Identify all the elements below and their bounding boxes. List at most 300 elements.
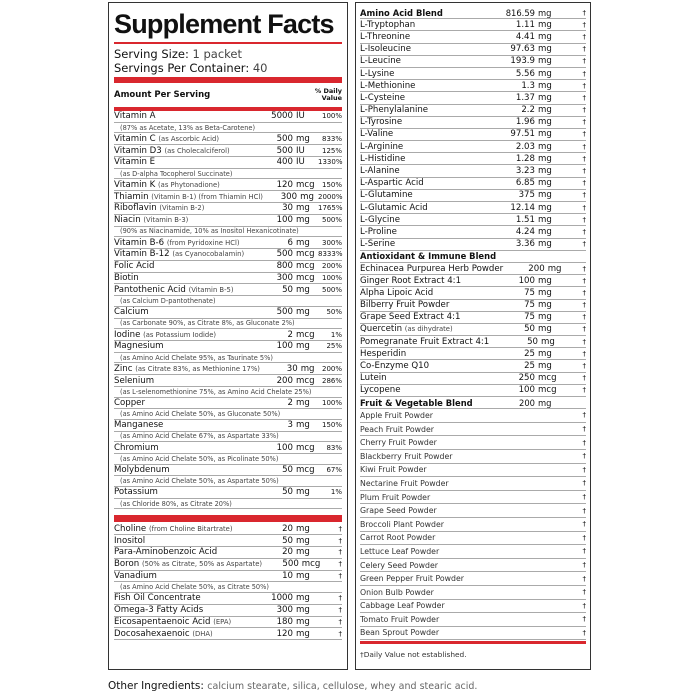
nutrient-name-text: Calcium [114,307,149,318]
nutrient-name-text: Lettuce Leaf Powder [360,546,440,556]
nutrient-amount: 500 [276,133,293,144]
nutrient-name [114,443,251,453]
nutrient-name [114,192,263,202]
nutrient-row [114,249,342,261]
nutrient-row [114,487,342,499]
nutrient-amount: 2.2 [521,105,535,116]
nutrient-unit: mcg [296,442,315,453]
nutrient-amount: 5.56 [515,68,535,79]
nutrient-amount: 50 [282,535,293,546]
daily-value: † [582,452,586,461]
blend-ingredient-row [360,559,586,573]
nutrient-row [360,385,586,397]
nutrient-name [360,547,560,556]
daily-value: † [582,337,586,346]
nutrient-amount: 3 [287,420,293,431]
nutrient-row [114,329,342,341]
nutrient-amount: 50 [527,336,539,347]
nutrient-source: (50% as Citrate, 50% as Aspartate) [141,560,263,569]
nutrient-name [114,341,251,351]
blend-ingredient-row [360,423,586,437]
nutrient-amount: 3.36 [515,239,535,250]
nutrient-row [114,398,342,410]
nutrient-amount: 300 [276,272,293,283]
nutrient-row [114,523,342,535]
nutrient-row [360,324,586,336]
nutrient-amount: 1.28 [515,153,535,164]
nutrient-unit: mg [547,263,562,274]
nutrient-name-text: Manganese [114,420,164,431]
daily-value: † [582,142,586,151]
nutrient-unit: mg [300,363,315,374]
nutrient-name-text: Quercetin [360,324,403,335]
nutrient-row [114,157,342,169]
nutrient-name [114,465,251,475]
nutrient-amount: 375 [518,190,535,201]
source-note: (as Amino Acid Chelate 50%, as Citrate 50%) [114,582,342,593]
nutrient-name [360,166,483,176]
nutrient-row [360,178,586,190]
nutrient-source: (from Choline Bitartrate) [148,524,233,533]
blend-ingredient-row [360,436,586,450]
nutrient-unit: mg [538,129,552,140]
nutrient-amount: 6 [287,237,293,248]
nutrient-row [360,287,586,299]
nutrient-name [360,93,483,103]
nutrient-row [360,202,586,214]
nutrient-source: (as Potassium Iodide) [143,330,217,339]
daily-value: † [582,215,586,224]
blend-ingredient-row [360,586,586,600]
nutrient-row [360,373,586,385]
nutrient-name [114,111,251,121]
nutrient-row [114,341,342,353]
blend-ingredient-row [360,409,586,423]
daily-value: † [582,628,586,637]
daily-value: † [582,20,586,29]
nutrient-name-text: Folic Acid [114,261,155,272]
daily-value: 200% [322,364,343,373]
nutrient-name [360,276,483,286]
daily-value: 200% [321,262,342,271]
nutrient-row [360,165,586,177]
serving-size [114,47,342,61]
nutrient-name [114,571,251,581]
nutrient-name [114,605,251,615]
footnote-rule [360,641,586,644]
servings-value: 40 [252,61,268,75]
daily-value: 2000% [318,192,343,201]
nutrient-amount: 5000 [271,111,293,122]
nutrient-unit: mg [538,190,552,201]
nutrient-name-text: L-Arginine [360,141,404,152]
nutrient-name [360,615,560,624]
nutrient-name [114,524,251,534]
nutrient-row [114,559,342,571]
nutrient-name [114,203,251,213]
nutrient-row [114,191,342,203]
nutrient-name-text: L-Tryptophan [360,19,416,30]
nutrient-name-text: L-Serine [360,239,396,250]
nutrient-name [360,385,483,395]
nutrient-amount: 1.96 [515,117,535,128]
nutrient-name-text: Eicosapentaenoic Acid [114,617,211,628]
nutrient-name [360,20,483,30]
daily-value: 300% [321,238,342,247]
nutrient-name-text: Lutein [360,373,387,384]
nutrient-row [114,203,342,215]
blend-ingredient-row [360,518,586,532]
right-panel [355,2,591,670]
nutrient-name-text: Fruit & Vegetable Blend [360,397,473,408]
nutrient-row [360,312,586,324]
nutrient-row [114,111,342,123]
nutrient-name [360,493,560,502]
nutrient-name-text: Kiwi Fruit Powder [360,465,427,475]
nutrient-name [114,157,251,167]
dv-line2: Value [321,94,342,102]
nutrient-unit: mg [538,202,552,213]
nutrient-row [114,465,342,477]
serving-size-value: 1 packet [192,47,242,61]
nutrient-row [114,628,342,640]
blend-ingredient-row [360,464,586,478]
daily-value: 50% [326,308,342,317]
nutrient-name-text: Celery Seed Powder [360,560,438,570]
nutrient-name [360,588,560,597]
nutrient-name-text: Co-Enzyme Q10 [360,361,430,372]
nutrient-name-text: Lycopene [360,385,401,396]
nutrient-row [114,261,342,273]
nutrient-name-text: Vitamin B-12 [114,249,170,260]
nutrient-amount: 300 [276,605,293,616]
nutrient-row [114,237,342,249]
nutrient-name-text: L-Alanine [360,166,400,177]
nutrient-row [360,19,586,31]
nutrient-name-text: Vitamin K [114,179,156,190]
nutrient-row [360,275,586,287]
nutrient-amount: 500 [276,145,293,156]
daily-value: † [582,8,586,17]
nutrient-name-text: Choline [114,523,147,534]
nutrient-name [114,330,251,340]
blend-ingredient-row [360,504,586,518]
nutrient-amount: 100 [518,385,535,396]
nutrient-name [360,190,483,200]
daily-value: 67% [326,466,342,475]
nutrient-name-text: Inositol [114,535,146,546]
nutrient-unit: mg [538,324,552,335]
nutrient-name [360,251,496,261]
nutrient-row [360,239,586,251]
daily-value: † [582,438,586,447]
nutrient-unit: mg [296,307,310,318]
daily-value: 83% [326,443,342,452]
nutrient-name-text: Copper [114,397,145,408]
source-note: (as Calcium D-pantothenate) [114,296,342,307]
nutrient-name [360,561,560,570]
nutrient-source: (Vitamin B-3) [143,216,189,225]
daily-value: † [582,264,586,273]
nutrient-name-text: L-Leucine [360,56,401,67]
nutrient-name-text: Biotin [114,272,139,283]
nutrient-unit: IU [296,157,305,168]
daily-value: † [582,227,586,236]
nutrient-name-text: Chromium [114,442,159,453]
nutrient-name-text: Vanadium [114,571,157,582]
nutrient-name [114,249,251,259]
nutrient-unit: mg [538,153,552,164]
nutrient-name [114,285,251,295]
nutrient-unit: mg [538,105,552,116]
nutrient-name [360,56,483,66]
daily-value: † [582,506,586,515]
nutrient-name-text: Bilberry Fruit Powder [360,300,450,311]
nutrient-name-text: Peach Fruit Powder [360,424,434,434]
nutrient-name-text: Vitamin C [114,133,156,144]
nutrient-source: (Vitamin B-2) [159,204,205,213]
nutrient-name-text: L-Glutamine [360,190,413,201]
daily-value: † [582,561,586,570]
nutrient-source: (Vitamin B-1) (from Thiamin HCl) [151,192,263,201]
nutrient-name [360,300,483,310]
nutrient-amount: 75 [524,287,535,298]
nutrient-name [360,312,483,322]
nutrient-unit: mg [538,361,552,372]
nutrient-name [360,628,560,637]
blend-ingredient-row [360,450,586,464]
daily-value: † [582,533,586,542]
nutrient-amount: 100 [276,442,293,453]
nutrient-name-text: Potassium [114,487,158,498]
nutrient-name-text: L-Threonine [360,31,411,42]
nutrient-row [114,145,342,157]
nutrient-unit: mcg [296,465,315,476]
nutrient-row [114,617,342,629]
nutrient-name [114,487,251,497]
nutrient-amount: 4.41 [515,31,535,42]
daily-value: † [582,191,586,200]
source-note: (90% as Niacinamide, 10% as Inositol Hexanicotinate) [114,227,342,238]
nutrient-unit: mg [538,275,552,286]
nutrient-name-text: Echinacea Purpurea Herb Powder [360,263,504,274]
nutrient-unit: mg [296,284,310,295]
nutrient-name [360,142,483,152]
nutrient-name [114,364,260,374]
nutrient-name [114,593,251,603]
blend-ingredient-row [360,532,586,546]
nutrient-unit: mg [538,178,552,189]
nutrient-row [114,535,342,547]
left-panel [108,2,348,670]
nutrient-name-text: Thiamin [114,191,149,202]
nutrient-name-text: Iodine [114,329,141,340]
nutrient-name [360,264,503,274]
nutrient-name [360,479,560,488]
nutrient-unit: mg [296,605,310,616]
nutrient-name-text: Bean Sprout Powder [360,628,440,638]
nutrient-row [360,300,586,312]
nutrient-amount: 200 [276,375,293,386]
nutrient-row [114,284,342,296]
blend-ingredient-row [360,600,586,614]
nutrient-name [360,203,483,213]
nutrient-unit: mcg [296,261,315,272]
daily-value: 125% [321,146,342,155]
nutrient-name [114,547,251,557]
daily-value: † [582,57,586,66]
nutrient-name [114,146,251,156]
nutrient-amount: 2 [287,397,293,408]
nutrient-name [360,373,483,383]
nutrient-unit: mg [296,571,310,582]
nutrient-name-text: Grape Seed Powder [360,506,437,516]
nutrient-name-text: L-Phenylalanine [360,105,429,116]
nutrient-name-text: Grape Seed Extract 4:1 [360,312,461,323]
nutrient-unit: mg [296,237,310,248]
nutrient-row [360,105,586,117]
nutrient-amount: 75 [524,300,535,311]
nutrient-row [360,68,586,80]
nutrient-unit: mg [538,214,552,225]
daily-value: † [582,240,586,249]
daily-value-label [315,88,342,102]
daily-value: † [582,154,586,163]
daily-value: † [582,520,586,529]
nutrient-unit: mg [538,19,552,30]
nutrient-name-text: Para-Aminobenzoic Acid [114,547,218,558]
nutrient-name-text: Nectarine Fruit Powder [360,478,449,488]
daily-value: † [338,606,342,615]
nutrient-name-text: Apple Fruit Powder [360,410,433,420]
nutrient-amount: 50 [282,487,293,498]
nutrient-source: (Vitamin B-5) [188,285,234,294]
nutrient-name [360,227,483,237]
source-note: (as Amino Acid Chelate 95%, as Taurinate 5%) [114,353,342,364]
nutrient-name-text: Plum Fruit Powder [360,492,431,502]
nutrient-unit: mg [538,141,552,152]
nutrient-unit: mg [538,68,552,79]
nutrient-amount: 12.14 [510,202,535,213]
nutrient-name-text: Hesperidin [360,348,407,359]
nutrient-row [360,141,586,153]
nutrient-name-text: Molybdenum [114,465,170,476]
nutrient-name [360,425,560,434]
blend-ingredient-row [360,545,586,559]
nutrient-unit: mcg [538,373,557,384]
nutrient-name-text: Pantothenic Acid [114,284,186,295]
nutrient-amount: 20 [282,547,293,558]
nutrient-unit: mcg [538,385,557,396]
nutrient-unit: mg [300,191,314,202]
source-note: (as Carbonate 90%, as Citrate 8%, as Gluconate 2%) [114,319,342,330]
nutrient-name-text: Cherry Fruit Powder [360,438,437,448]
daily-value: † [582,386,586,395]
nutrient-source: (from Pyridoxine HCl) [166,238,240,247]
nutrient-unit: mg [296,523,310,534]
nutrient-unit: mcg [296,375,315,386]
nutrient-unit: mg [538,287,552,298]
nutrient-name [114,238,251,248]
nutrient-amount: 400 [276,157,293,168]
nutrient-unit: mcg [296,272,315,283]
nutrient-row [360,190,586,202]
daily-value: 286% [321,376,342,385]
daily-value: † [582,179,586,188]
nutrient-name [360,337,489,347]
daily-value: † [582,479,586,488]
servings-label: Servings Per Container: [114,61,250,75]
nutrient-amount: 1.51 [515,214,535,225]
nutrient-name-text: Fish Oil Concentrate [114,593,201,604]
daily-value: † [582,349,586,358]
daily-value: † [582,325,586,334]
nutrient-name [360,32,483,42]
nutrient-unit: mg [541,336,555,347]
nutrient-amount: 500 [282,559,299,570]
blend-ingredient-row [360,491,586,505]
nutrient-name [360,361,483,371]
daily-value: 25% [326,342,342,351]
daily-value: † [582,301,586,310]
daily-value: † [582,45,586,54]
nutrient-name-text: Ginger Root Extract 4:1 [360,275,462,286]
nutrient-source: (DHA) [192,629,213,638]
nutrient-name-text: Pomegranate Fruit Extract 4:1 [360,336,490,347]
nutrient-row [360,80,586,92]
nutrient-amount: 4.24 [515,226,535,237]
daily-value: † [338,618,342,627]
nutrient-name [360,81,483,91]
nutrient-amount: 1.3 [521,80,535,91]
other-ingredients-value: calcium stearate, silica, cellulose, whey and stearic acid. [207,681,478,692]
nutrient-amount: 30 [282,203,293,214]
dv-line1: % Daily [314,87,342,95]
daily-value: † [338,594,342,603]
nutrient-unit: mg [538,7,552,18]
amount-header [114,83,342,107]
nutrient-name [114,307,251,317]
daily-value: † [338,629,342,638]
nutrient-source: (as dihydrate) [404,325,453,334]
nutrient-unit: mg [538,117,552,128]
nutrient-name-text: Vitamin D3 [114,145,162,156]
nutrient-unit: mcg [296,329,315,340]
daily-value: † [338,536,342,545]
daily-value: 1330% [318,158,343,167]
nutrient-unit: mg [538,239,552,250]
nutrient-row [360,226,586,238]
daily-value: † [582,465,586,474]
nutrient-row [114,215,342,227]
other-ingredients [108,680,477,692]
nutrient-name [360,105,483,115]
nutrient-unit: mg [296,628,310,639]
daily-value: † [582,203,586,212]
nutrient-unit: mg [296,487,310,498]
nutrient-name [360,438,560,447]
blend-header-row [360,7,586,19]
nutrient-name [360,117,483,127]
nutrient-unit: mg [538,56,552,67]
nutrient-name-text: Docosahexaenoic [114,628,190,639]
nutrient-unit: mg [296,535,310,546]
nutrient-row [360,44,586,56]
nutrient-row [114,547,342,559]
source-note: (as Amino Acid Chelate 50%, as Gluconate 50%) [114,409,342,420]
nutrient-name-text: Carrot Root Powder [360,533,436,543]
nutrient-name-text: Amino Acid Blend [360,7,443,18]
